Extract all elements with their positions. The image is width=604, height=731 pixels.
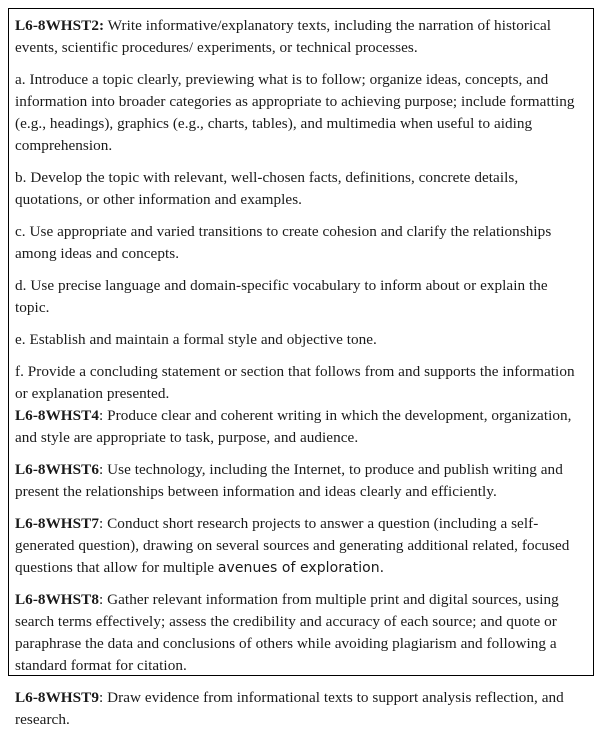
- standards-box: [8, 8, 594, 728]
- standard-text-whst7: Conduct short research projects to answer a question (including a self-generated question), drawing on several sources and generating additional related, focused questions that allow for multiple: [15, 515, 570, 576]
- standard-text-c: c. Use appropriate and varied transitions to create cohesion and clarify the relationships among ideas and concepts.: [15, 223, 552, 262]
- standard-text-f: f. Provide a concluding statement or section that follows from and supports the information or explanation presented.: [15, 363, 575, 402]
- standard-code-whst9: L6-8WHST9: [15, 689, 99, 706]
- standard-paragraph-c: [15, 221, 583, 265]
- standard-paragraph-d: [15, 275, 583, 319]
- standard-text-whst7-sans-tail: avenues of exploration.: [217, 560, 385, 576]
- standard-paragraph-b: [15, 167, 583, 211]
- standard-text-whst6: Use technology, including the Internet, to produce and publish writing and present the relationships between information and ideas clearly and efficiently.: [15, 461, 563, 500]
- standard-code-whst6: L6-8WHST6: [15, 461, 99, 478]
- standard-paragraph-whst4: [15, 405, 583, 449]
- standard-code-whst4: L6-8WHST4: [15, 407, 99, 424]
- standard-separator-whst6: :: [99, 461, 104, 478]
- standard-text-whst9: Draw evidence from informational texts to support analysis reflection, and research.: [15, 689, 564, 728]
- standard-separator-whst4: :: [99, 407, 104, 424]
- standard-paragraph-a: [15, 69, 583, 157]
- standard-code-whst8: L6-8WHST8: [15, 591, 99, 608]
- standard-separator-whst2: :: [99, 17, 105, 34]
- standard-code-whst7: L6-8WHST7: [15, 515, 99, 532]
- standard-paragraph-f: [15, 361, 583, 405]
- standard-paragraph-e: [15, 329, 583, 351]
- standard-paragraph-whst2: [15, 15, 583, 59]
- standard-text-b: b. Develop the topic with relevant, well-chosen facts, definitions, concrete details, quotations, or other information and examples.: [15, 169, 519, 208]
- standard-text-d: d. Use precise language and domain-specific vocabulary to inform about or explain the topic.: [15, 277, 548, 316]
- standard-paragraph-whst9: [15, 687, 583, 731]
- standard-separator-whst8: :: [99, 591, 104, 608]
- standard-paragraph-whst7: [15, 513, 583, 579]
- standard-text-whst8: Gather relevant information from multiple print and digital sources, using search terms effectively; assess the credibility and accuracy of each source; and quote or paraphrase the data and conclusions of others while avoiding plagiarism and following a standard format for citation.: [15, 591, 559, 674]
- standard-paragraph-whst8: [15, 589, 583, 677]
- standard-separator-whst9: :: [99, 689, 104, 706]
- standard-paragraph-whst6: [15, 459, 583, 503]
- standard-text-a: a. Introduce a topic clearly, previewing what is to follow; organize ideas, concepts, and information into broader categories as appropriate to achieving purpose; include formatting (e.g., headings), graphics (e.g., charts, tables), and multimedia when useful to aiding comprehension.: [15, 71, 575, 154]
- standard-text-whst2: Write informative/explanatory texts, including the narration of historical events, scientific procedures/ experiments, or technical processes.: [15, 17, 552, 56]
- standard-text-e: e. Establish and maintain a formal style and objective tone.: [15, 331, 377, 348]
- standard-separator-whst7: :: [99, 515, 104, 532]
- standard-code-whst2: L6-8WHST2: [15, 17, 99, 34]
- standard-text-whst4: Produce clear and coherent writing in which the development, organization, and style are appropriate to task, purpose, and audience.: [15, 407, 572, 446]
